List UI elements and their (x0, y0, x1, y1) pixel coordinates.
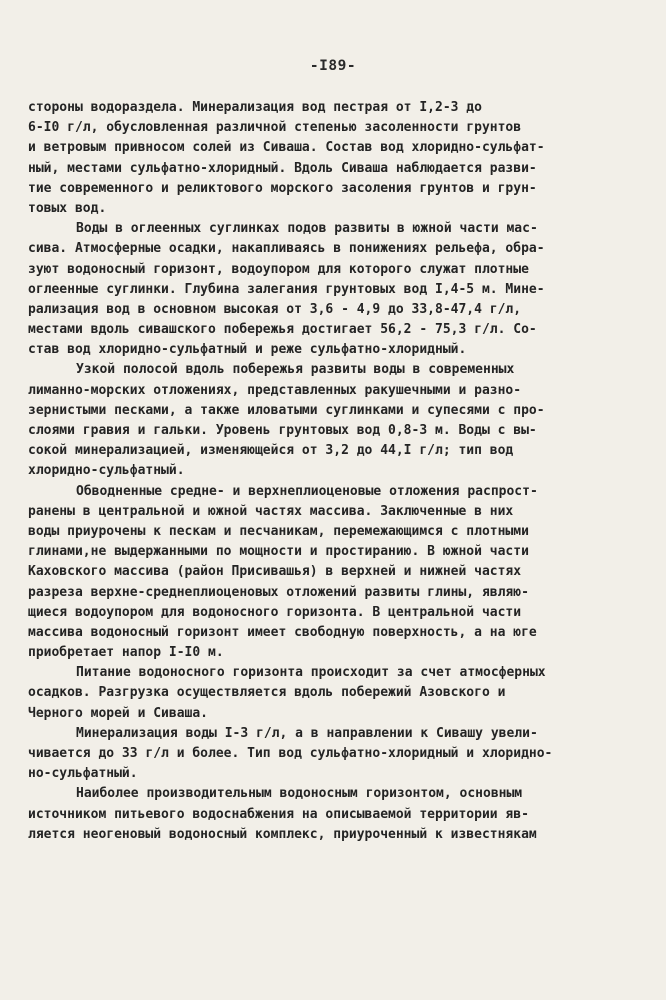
page-number: -I89- (309, 58, 357, 74)
text-line: Черного морей и Сиваша. (28, 705, 209, 721)
text-line: Воды в оглеенных суглинках подов развиты в южной части мас- (76, 221, 538, 237)
text-line: приобретает напор I-I0 м. (28, 645, 224, 661)
text-line: осадков. Разгрузка осуществляется вдоль побережий Азовского и (28, 685, 506, 701)
text-line: глинами,не выдержанными по мощности и простиранию. В южной части (28, 544, 529, 560)
text-line: лиманно-морских отложениях, представленных ракушечными и разно- (28, 382, 522, 398)
text-line: чивается до 33 г/л и более. Тип вод сульфатно-хлоридный и хлоридно- (28, 746, 553, 761)
text-line: оглеенные суглинки. Глубина залегания грунтовых вод I,4-5 м. Мине- (28, 281, 545, 297)
text-line: Питание водоносного горизонта происходит за счет атмосферных (76, 665, 546, 681)
text-line: Минерализация воды I-3 г/л, а в направлении к Сивашу увели- (76, 725, 538, 741)
text-line: рализация вод в основном высокая от 3,6 - 4,9 до 33,8-47,4 г/л, (28, 301, 522, 317)
text-line: и ветровым привносом солей из Сиваша. Состав вод хлоридно-сульфат- (28, 140, 545, 156)
text-line: местами вдоль сивашского побережья достигает 56,2 - 75,3 г/л. Со- (28, 322, 537, 338)
text-line: зуют водоносный горизонт, водоупором для которого служат плотные (28, 261, 529, 277)
text-line: Каховского массива (район Присивашья) в верхней и нижней частях (28, 564, 522, 580)
text-line: 6-I0 г/л, обусловленная различной степенью засоленности грунтов (28, 120, 522, 136)
text-line: став вод хлоридно-сульфатный и реже сульфатно-хлоридный. (28, 342, 467, 358)
text-line: слоями гравия и гальки. Уровень грунтовых вод 0,8-3 м. Воды с вы- (28, 423, 537, 438)
text-line: ляется неогеновый водоносный комплекс, приуроченный к известнякам (28, 826, 537, 842)
text-line: щиеся водоупором для водоносного горизонта. В центральной части (28, 604, 522, 620)
text-line: воды приурочены к пескам и песчаникам, перемежающимся с плотными (28, 523, 529, 539)
text-line: зернистыми песками, а также иловатыми суглинками и супесями с про- (28, 402, 545, 418)
text-line: Обводненные средне- и верхнеплиоценовые отложения распрост- (76, 483, 538, 499)
text-line: стороны водораздела. Минерализация вод пестрая от I,2-3 до (28, 100, 482, 115)
text-line: но-сульфатный. (28, 766, 138, 782)
text-line: товых вод. (28, 200, 107, 216)
text-line: сива. Атмосферные осадки, накапливаясь в понижениях рельефа, обра- (28, 241, 545, 257)
text-line: массива водоносный горизонт имеет свободную поверхность, а на юге (28, 624, 537, 640)
text-line: тие современного и реликтового морского засоления грунтов и грун- (28, 180, 537, 196)
text-line: ранены в центральной и южной частях массива. Заключенные в них (28, 503, 514, 519)
text-line: ный, местами сульфатно-хлоридный. Вдоль Сиваша наблюдается разви- (28, 160, 537, 176)
text-line: Наиболее производительным водоносным горизонтом, основным (76, 786, 523, 802)
text-line: Узкой полосой вдоль побережья развиты воды в современных (76, 362, 515, 378)
text-line: сокой минерализацией, изменяющейся от 3,2 до 44,I г/л; тип вод (28, 443, 514, 459)
body-text (28, 98, 643, 845)
text-line: хлоридно-сульфатный. (28, 463, 185, 479)
text-line: разреза верхне-среднеплиоценовых отложений развиты глины, являю- (28, 584, 529, 600)
text-line: источником питьевого водоснабжения на описываемой территории яв- (28, 806, 529, 822)
